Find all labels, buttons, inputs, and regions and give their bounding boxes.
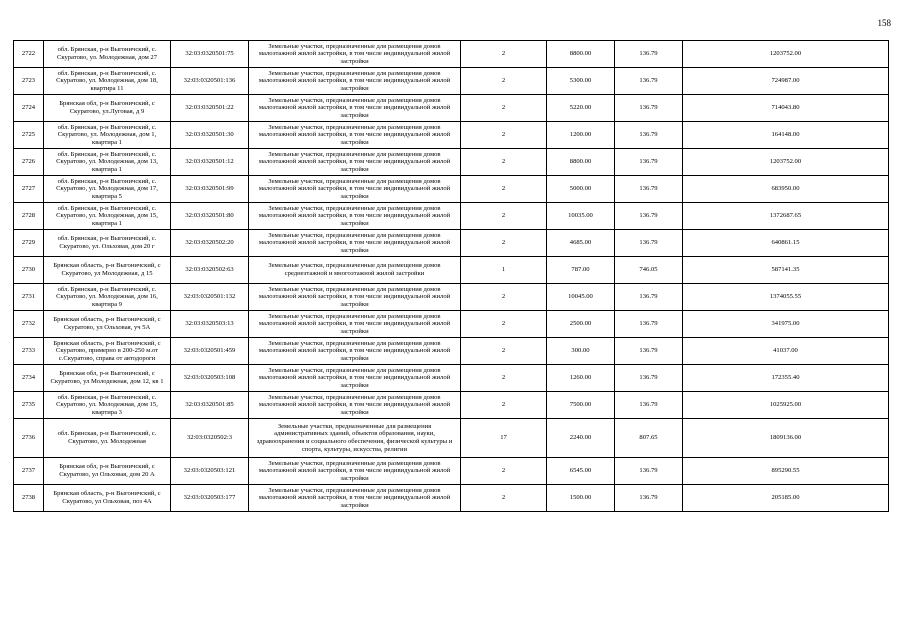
area-cell: 5300.00 xyxy=(547,68,615,95)
row-number-cell: 2734 xyxy=(14,365,44,392)
address-cell: обл. Брянская, р-н Выгоничский, с. Скуратово, ул. Молодежная, дом 1, квартира 1 xyxy=(44,122,171,149)
land-use-cell: Земельные участки, предназначенные для размещения домов малоэтажной жилой застройки, в том числе индивидуальной жилой застройки xyxy=(249,149,461,176)
area-cell: 10045.00 xyxy=(547,284,615,311)
land-use-cell: Земельные участки, предназначенные для размещения домов малоэтажной жилой застройки, в том числе индивидуальной жилой застройки xyxy=(249,485,461,512)
cadastral-number-cell: 32:03:0320503:121 xyxy=(171,458,249,485)
group-cell: 2 xyxy=(461,311,547,338)
area-cell: 2500.00 xyxy=(547,311,615,338)
address-cell: Брянская область, р-н Выгоничский, с Скуратово, ул Ольховая, поз 4А xyxy=(44,485,171,512)
area-cell: 1500.00 xyxy=(547,485,615,512)
specific-value-cell: 746.05 xyxy=(615,257,683,284)
land-use-cell: Земельные участки, предназначенные для размещения домов малоэтажной жилой застройки, в том числе индивидуальной жилой застройки xyxy=(249,203,461,230)
specific-value-cell: 136.79 xyxy=(615,149,683,176)
specific-value-cell: 136.79 xyxy=(615,392,683,419)
cadastral-number-cell: 32:03:0320501:22 xyxy=(171,95,249,122)
row-number-cell: 2736 xyxy=(14,419,44,458)
cadastral-number-cell: 32:03:0320503:177 xyxy=(171,485,249,512)
cadastral-value-cell: 172355.40 xyxy=(683,365,889,392)
area-cell: 5220.00 xyxy=(547,95,615,122)
cadastral-number-cell: 32:03:0320501:99 xyxy=(171,176,249,203)
group-cell: 2 xyxy=(461,458,547,485)
land-use-cell: Земельные участки, предназначенные для размещения домов среднеэтажной и многоэтажной жилой застройки xyxy=(249,257,461,284)
area-cell: 10035.00 xyxy=(547,203,615,230)
row-number-cell: 2724 xyxy=(14,95,44,122)
row-number-cell: 2730 xyxy=(14,257,44,284)
table-body xyxy=(14,41,889,512)
table-row xyxy=(14,176,889,203)
cadastral-number-cell: 32:03:0320501:12 xyxy=(171,149,249,176)
cadastral-value-cell: 683950.00 xyxy=(683,176,889,203)
address-cell: Брянская обл, р-н Выгоничский, с Скуратово, ул Ольховая, дом 20 А xyxy=(44,458,171,485)
group-cell: 2 xyxy=(461,203,547,230)
area-cell: 7500.00 xyxy=(547,392,615,419)
row-number-cell: 2728 xyxy=(14,203,44,230)
table-row xyxy=(14,95,889,122)
cadastral-value-cell: 41037.00 xyxy=(683,338,889,365)
cadastral-value-cell: 895290.55 xyxy=(683,458,889,485)
area-cell: 8800.00 xyxy=(547,149,615,176)
row-number-cell: 2722 xyxy=(14,41,44,68)
land-use-cell: Земельные участки, предназначенные для размещения домов малоэтажной жилой застройки, в том числе индивидуальной жилой застройки xyxy=(249,338,461,365)
cadastral-number-cell: 32:03:0320502:3 xyxy=(171,419,249,458)
row-number-cell: 2733 xyxy=(14,338,44,365)
row-number-cell: 2732 xyxy=(14,311,44,338)
row-number-cell: 2726 xyxy=(14,149,44,176)
group-cell: 2 xyxy=(461,41,547,68)
area-cell: 4685.00 xyxy=(547,230,615,257)
land-use-cell: Земельные участки, предназначенные для размещения домов малоэтажной жилой застройки, в том числе индивидуальной жилой застройки xyxy=(249,122,461,149)
land-use-cell: Земельные участки, предназначенные для размещения домов малоэтажной жилой застройки, в том числе индивидуальной жилой застройки xyxy=(249,41,461,68)
area-cell: 8800.00 xyxy=(547,41,615,68)
table-row xyxy=(14,311,889,338)
address-cell: обл. Брянская, р-н Выгоничский, с. Скуратово, ул. Молодежная, дом 17, квартира 5 xyxy=(44,176,171,203)
area-cell: 6545.00 xyxy=(547,458,615,485)
address-cell: обл. Брянская, р-н Выгоничский, с. Скуратово, ул. Молодежная, дом 18, квартира 11 xyxy=(44,68,171,95)
area-cell: 300.00 xyxy=(547,338,615,365)
area-cell: 1260.00 xyxy=(547,365,615,392)
specific-value-cell: 136.79 xyxy=(615,230,683,257)
cadastral-value-cell: 1203752.00 xyxy=(683,149,889,176)
cadastral-value-cell: 587141.35 xyxy=(683,257,889,284)
specific-value-cell: 136.79 xyxy=(615,95,683,122)
specific-value-cell: 136.79 xyxy=(615,284,683,311)
cadastral-value-cell: 205185.00 xyxy=(683,485,889,512)
specific-value-cell: 136.79 xyxy=(615,122,683,149)
cadastral-number-cell: 32:03:0320502:20 xyxy=(171,230,249,257)
page-number: 158 xyxy=(877,18,891,28)
area-cell: 1200.00 xyxy=(547,122,615,149)
group-cell: 2 xyxy=(461,230,547,257)
address-cell: Брянская область, р-н Выгоничский, с Скуратово, ул Молодежная, д 15 xyxy=(44,257,171,284)
specific-value-cell: 136.79 xyxy=(615,176,683,203)
table-row xyxy=(14,419,889,458)
area-cell: 787.00 xyxy=(547,257,615,284)
table-row xyxy=(14,458,889,485)
table-row xyxy=(14,392,889,419)
row-number-cell: 2729 xyxy=(14,230,44,257)
table-row xyxy=(14,203,889,230)
group-cell: 2 xyxy=(461,284,547,311)
cadastral-number-cell: 32:03:0320503:108 xyxy=(171,365,249,392)
row-number-cell: 2731 xyxy=(14,284,44,311)
land-use-cell: Земельные участки, предназначенные для размещения домов малоэтажной жилой застройки, в том числе индивидуальной жилой застройки xyxy=(249,284,461,311)
group-cell: 2 xyxy=(461,176,547,203)
area-cell: 5000.00 xyxy=(547,176,615,203)
table-row xyxy=(14,122,889,149)
land-use-cell: Земельные участки, предназначенные для размещения домов малоэтажной жилой застройки, в том числе индивидуальной жилой застройки xyxy=(249,392,461,419)
address-cell: обл. Брянская, р-н Выгоничский, с. Скуратово, ул. Молодежная, дом 15, квартира 3 xyxy=(44,392,171,419)
address-cell: обл. Брянская, р-н Выгоничский, с. Скуратово, ул. Молодежная, дом 15, квартира 1 xyxy=(44,203,171,230)
cadastral-value-cell: 640861.15 xyxy=(683,230,889,257)
table-row xyxy=(14,485,889,512)
cadastral-number-cell: 32:03:0320501:136 xyxy=(171,68,249,95)
specific-value-cell: 136.79 xyxy=(615,485,683,512)
group-cell: 2 xyxy=(461,149,547,176)
group-cell: 2 xyxy=(461,392,547,419)
specific-value-cell: 136.79 xyxy=(615,338,683,365)
row-number-cell: 2738 xyxy=(14,485,44,512)
cadastral-value-cell: 164148.00 xyxy=(683,122,889,149)
cadastral-value-cell: 1025925.00 xyxy=(683,392,889,419)
cadastral-value-cell: 1203752.00 xyxy=(683,41,889,68)
table-row xyxy=(14,230,889,257)
cadastral-value-cell: 724987.00 xyxy=(683,68,889,95)
specific-value-cell: 136.79 xyxy=(615,311,683,338)
group-cell: 2 xyxy=(461,95,547,122)
land-use-cell: Земельные участки, предназначенные для размещения домов малоэтажной жилой застройки, в том числе индивидуальной жилой застройки xyxy=(249,176,461,203)
land-use-cell: Земельные участки, предназначенные для размещения домов малоэтажной жилой застройки, в том числе индивидуальной жилой застройки xyxy=(249,311,461,338)
specific-value-cell: 136.79 xyxy=(615,68,683,95)
land-use-cell: Земельные участки, предназначенные для размещения домов малоэтажной жилой застройки, в том числе индивидуальной жилой застройки xyxy=(249,458,461,485)
cadastral-number-cell: 32:03:0320501:75 xyxy=(171,41,249,68)
table-row xyxy=(14,41,889,68)
specific-value-cell: 807.65 xyxy=(615,419,683,458)
land-use-cell: Земельные участки, предназначенные для размещения домов малоэтажной жилой застройки, в том числе индивидуальной жилой застройки xyxy=(249,95,461,122)
land-use-cell: Земельные участки, предназначенные для размещения домов малоэтажной жилой застройки, в том числе индивидуальной жилой застройки xyxy=(249,68,461,95)
row-number-cell: 2727 xyxy=(14,176,44,203)
specific-value-cell: 136.79 xyxy=(615,365,683,392)
address-cell: обл. Брянская, р-н Выгоничский, с. Скуратово, ул. Молодежная, дом 27 xyxy=(44,41,171,68)
cadastral-number-cell: 32:03:0320501:85 xyxy=(171,392,249,419)
group-cell: 2 xyxy=(461,365,547,392)
cadastral-number-cell: 32:03:0320501:30 xyxy=(171,122,249,149)
address-cell: обл. Брянская, р-н Выгоничский, с. Скуратово, ул. Молодежная xyxy=(44,419,171,458)
cadastral-value-cell: 1374055.55 xyxy=(683,284,889,311)
group-cell: 2 xyxy=(461,485,547,512)
address-cell: Брянская область, р-н Выгоничский, с Скуратово, ул Ольховая, уч 5А xyxy=(44,311,171,338)
group-cell: 17 xyxy=(461,419,547,458)
cadastral-value-cell: 1809136.00 xyxy=(683,419,889,458)
table-row xyxy=(14,338,889,365)
cadastral-number-cell: 32:03:0320503:13 xyxy=(171,311,249,338)
group-cell: 1 xyxy=(461,257,547,284)
row-number-cell: 2737 xyxy=(14,458,44,485)
group-cell: 2 xyxy=(461,68,547,95)
address-cell: Брянская область, р-н Выгоничский, с Скуратово, примерно в 200-250 м.от с.Скуратово, справа от автодороги xyxy=(44,338,171,365)
specific-value-cell: 136.79 xyxy=(615,203,683,230)
table-row xyxy=(14,365,889,392)
address-cell: обл. Брянская, р-н Выгоничский, с. Скуратово, ул. Молодежная, дом 16, квартира 9 xyxy=(44,284,171,311)
group-cell: 2 xyxy=(461,122,547,149)
specific-value-cell: 136.79 xyxy=(615,458,683,485)
table-row xyxy=(14,68,889,95)
land-registry-table xyxy=(13,40,889,512)
address-cell: обл. Брянская, р-н Выгоничский, с. Скуратово, ул. Молодежная, дом 13, квартира 1 xyxy=(44,149,171,176)
row-number-cell: 2723 xyxy=(14,68,44,95)
address-cell: обл. Брянская, р-н Выгоничский, с. Скуратово, ул. Ольховая, дом 20 г xyxy=(44,230,171,257)
cadastral-number-cell: 32:03:0320501:132 xyxy=(171,284,249,311)
cadastral-number-cell: 32:03:0320501:459 xyxy=(171,338,249,365)
address-cell: Брянская обл, р-н Выгоничский, с Скуратово, ул Молодежная, дом 12, кв 1 xyxy=(44,365,171,392)
area-cell: 2240.00 xyxy=(547,419,615,458)
row-number-cell: 2725 xyxy=(14,122,44,149)
table-row xyxy=(14,284,889,311)
table-row xyxy=(14,149,889,176)
cadastral-value-cell: 1372687.65 xyxy=(683,203,889,230)
row-number-cell: 2735 xyxy=(14,392,44,419)
land-use-cell: Земельные участки, предназначенные для размещения административных зданий, объектов образования, науки, здравоохранения и социального обеспечения, физической культуры и спорта, культуры, искусства, религии xyxy=(249,419,461,458)
address-cell: Брянская обл, р-н Выгоничский, с Скуратово, ул.Луговая, д 9 xyxy=(44,95,171,122)
cadastral-number-cell: 32:03:0320502:63 xyxy=(171,257,249,284)
table-row xyxy=(14,257,889,284)
cadastral-value-cell: 714043.80 xyxy=(683,95,889,122)
cadastral-number-cell: 32:03:0320501:80 xyxy=(171,203,249,230)
land-use-cell: Земельные участки, предназначенные для размещения домов малоэтажной жилой застройки, в том числе индивидуальной жилой застройки xyxy=(249,365,461,392)
land-use-cell: Земельные участки, предназначенные для размещения домов малоэтажной жилой застройки, в том числе индивидуальной жилой застройки xyxy=(249,230,461,257)
group-cell: 2 xyxy=(461,338,547,365)
specific-value-cell: 136.79 xyxy=(615,41,683,68)
cadastral-value-cell: 341975.00 xyxy=(683,311,889,338)
